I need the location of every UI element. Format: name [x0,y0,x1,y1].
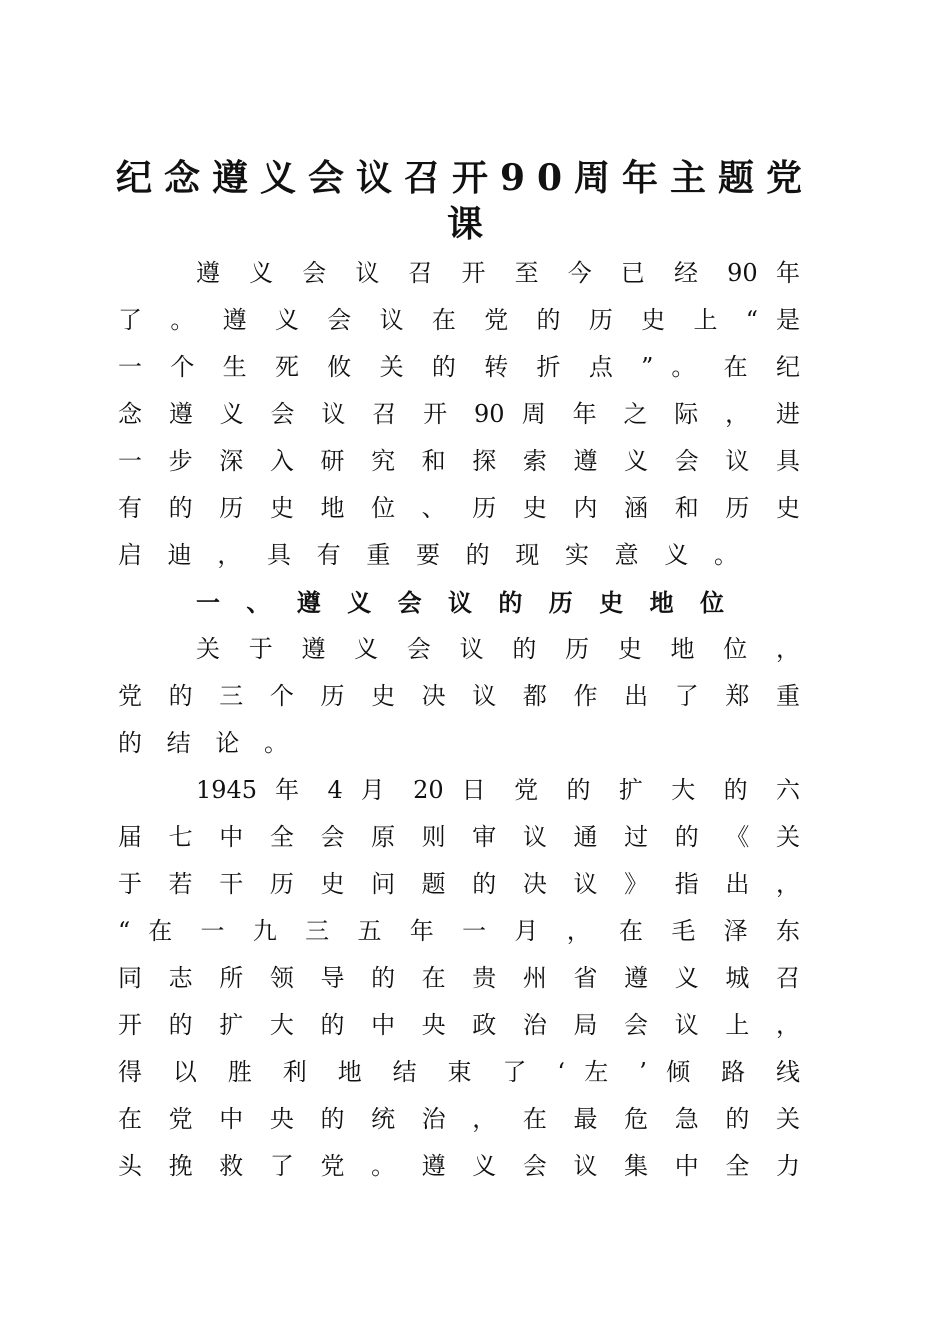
document-title-line-2: 课 [446,203,483,245]
paragraph-line: 念 遵 义 会 议 召 开 90 周 年 之 际 ， 进 [118,400,800,428]
paragraph-line: 党 的 三 个 历 史 决 议 都 作 出 了 郑 重 [118,682,800,710]
paragraph-line: 得 以 胜 利 地 结 束 了 ‘ 左 ’ 倾 路 线 [118,1058,800,1086]
paragraph-line: 1945 年 4 月 20 日 党 的 扩 大 的 六 [196,776,800,804]
paragraph-line: 遵 义 会 议 召 开 至 今 已 经 90 年 [196,259,800,287]
document-title-line-1: 纪念遵义会议召开90周年主题党 [115,157,815,199]
paragraph-line: 了 。 遵 义 会 议 在 党 的 历 史 上 “ 是 [118,306,800,334]
paragraph-line: 启 迪 ， 具 有 重 要 的 现 实 意 义 。 [118,541,738,569]
paragraph-line: 关 于 遵 义 会 议 的 历 史 地 位 ， [196,635,800,663]
section-heading: 一 、 遵 义 会 议 的 历 史 地 位 [196,588,724,617]
paragraph-line: “ 在 一 九 三 五 年 一 月 ， 在 毛 泽 东 [118,917,800,945]
paragraph-line: 开 的 扩 大 的 中 央 政 治 局 会 议 上 ， [118,1011,800,1039]
paragraph-line: 在 党 中 央 的 统 治 ， 在 最 危 急 的 关 [118,1105,800,1133]
paragraph-line: 同 志 所 领 导 的 在 贵 州 省 遵 义 城 召 [118,964,800,992]
paragraph-line: 的 结 论 。 [118,729,288,757]
paragraph-line: 届 七 中 全 会 原 则 审 议 通 过 的 《 关 [118,823,800,851]
paragraph-line: 头 挽 救 了 党 。 遵 义 会 议 集 中 全 力 [118,1152,800,1180]
paragraph-line: 有 的 历 史 地 位 、 历 史 内 涵 和 历 史 [118,494,800,522]
paragraph-line: 一 步 深 入 研 究 和 探 索 遵 义 会 议 具 [118,447,800,475]
paragraph-line: 一 个 生 死 攸 关 的 转 折 点 ” 。 在 纪 [118,353,800,381]
paragraph-line: 于 若 干 历 史 问 题 的 决 议 》 指 出 ， [118,870,800,898]
